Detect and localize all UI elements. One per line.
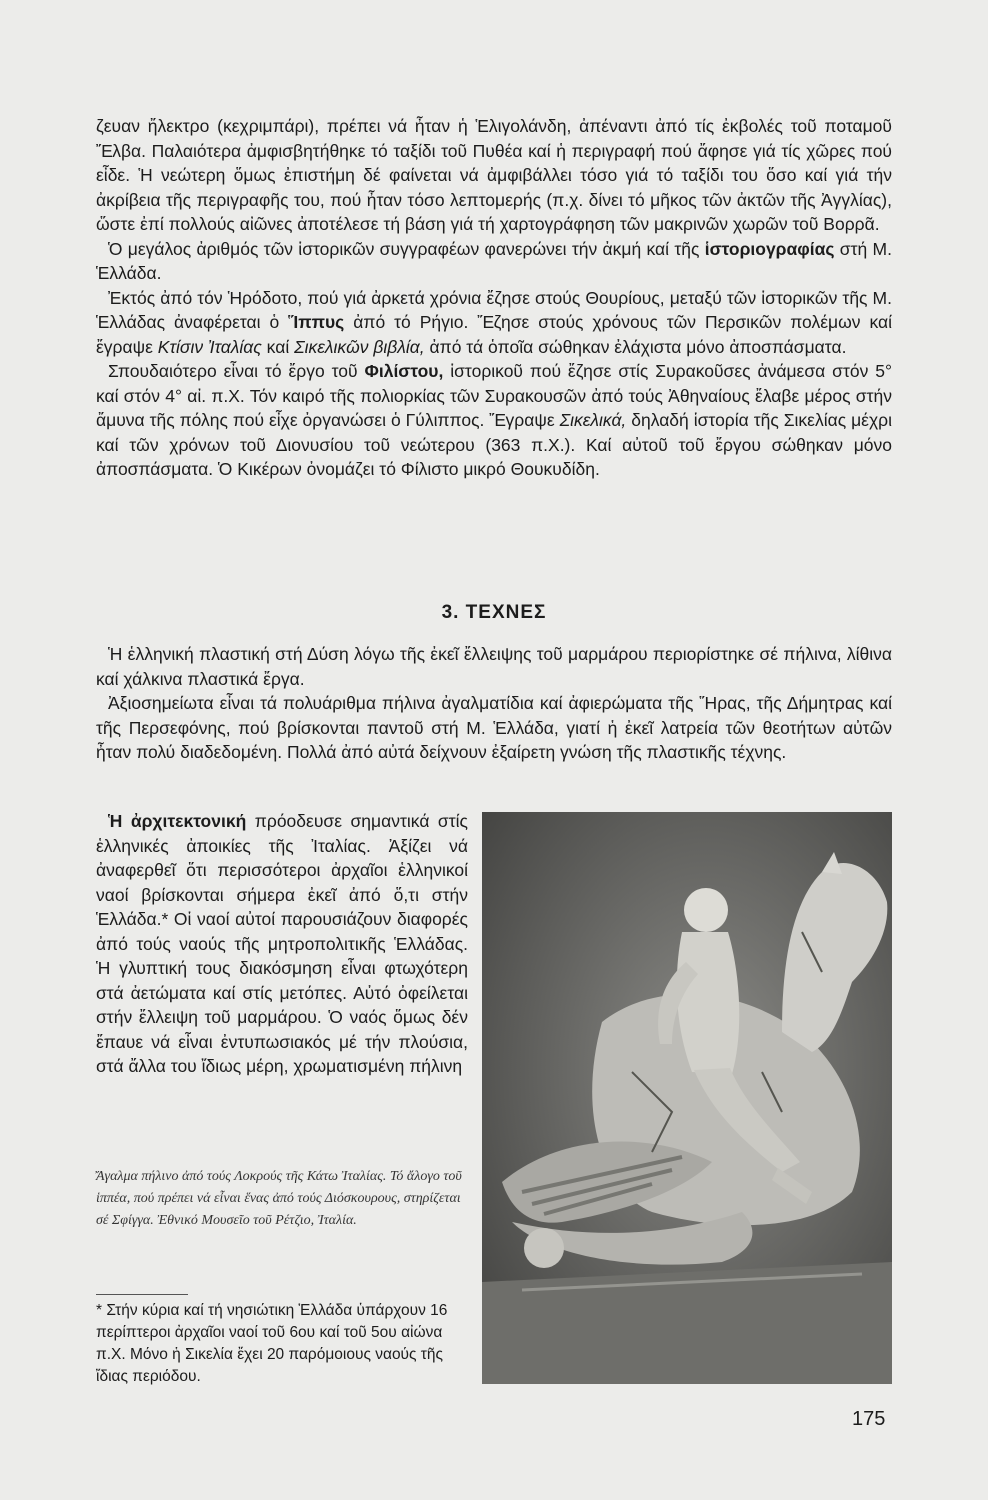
horseman-sphinx-image [482, 812, 892, 1384]
page-number: 175 [852, 1408, 886, 1430]
paragraph-philistos: Σπουδαιότερο εἶναι τό ἔργο τοῦ Φιλίστου, ἱστορικοῦ πού ἔζησε στίς Συρακοῦσες ἀνάμεσα στόν 5° καί στόν 4° αἰ. π.Χ. Τόν καιρό τῆς πολιορκίας τῶν Συρακουσῶν ἀπό τούς Ἀθηναίους ἔλαβε μέρος στήν ἄμυνα τῆς πόλης πού εἶχε ὀργανώσει ὁ Γύλιππος. Ἔγραψε Σικελικά, δηλαδή ἱστορία τῆς Σικελίας μέχρι καί τῶν χρόνων τοῦ Διονυσίου τοῦ νεώτερου (363 π.Χ.). Καί αὐτοῦ τοῦ ἔργου σώθηκαν μόνο ἀποσπάσματα. Ὁ Κικέρων ὀνομάζει τό Φίλιστο μικρό Θουκυδίδη. [96, 361, 892, 479]
paragraph-historiography: Ὁ μεγάλος ἀριθμός τῶν ἱστορικῶν συγγραφέων φανερώνει τήν ἀκμή καί τῆς ἱστοριογραφίας στή Μ. Ἑλλάδα. [96, 238, 892, 283]
term-hippys: Ἵππυς [288, 312, 345, 332]
figure-caption: Ἄγαλμα πήλινο ἀπό τούς Λοκρούς τῆς Κάτω Ἰταλίας. Τό ἄλογο τοῦ ἱππέα, πού πρέπει νά εἶναι ἕνας ἀπό τούς Διόσκουρους, στηρίζεται σέ Σφίγγα. Ἐθνικό Μουσεῖο τοῦ Ρέτζιο, Ἰταλία. [96, 1169, 462, 1228]
sculpture-photo [482, 812, 892, 1384]
section-heading: 3. ΤΕΧΝΕΣ [441, 602, 547, 623]
paragraph-pytheas: ζευαν ἤλεκτρο (κεχριμπάρι), πρέπει νά ἦταν ἡ Ἑλιγολάνδη, ἀπέναντι ἀπό τίς ἐκβολές τοῦ ποταμοῦ Ἔλβα. Παλαιότερα ἀμφισβητήθηκε τό ταξίδι τοῦ Πυθέα καί ἡ περιγραφή πού ἄφησε γιά τίς χῶρες πού εἶδε. Ἡ νεώτερη ὅμως ἐπιστήμη δέ φαίνεται νά ἀμφιβάλλει τόσο γιά τό ταξίδι του ὅσο καί γιά τήν ἀκρίβεια τῆς περιγραφῆς του, πού ἦταν τόσο λεπτομερής (π.χ. δίνει τό μῆκος τῶν ἀκτῶν τῆς Ἀγγλίας), ὥστε ἐπί πολλούς αἰῶνες ἀποτέλεσε τή βάση γιά τή χαρτογράφηση τῶν μακρινῶν χωρῶν τοῦ Βορρᾶ. [96, 116, 892, 234]
paragraph-sculpture: Ἡ ἑλληνική πλαστική στή Δύση λόγω τῆς ἐκεῖ ἔλλειψης τοῦ μαρμάρου περιορίστηκε σέ πήλινα, λίθινα καί χάλκινα πλαστικά ἔργα. [96, 644, 892, 689]
term-historiography: ἱστοριογραφίας [704, 238, 835, 259]
paragraph-hippys: Ἐκτός ἀπό τόν Ἡρόδοτο, πού γιά ἀρκετά χρόνια ἔζησε στούς Θουρίους, μεταξύ τῶν ἱστορικῶν τῆς Μ. Ἑλλάδας ἀναφέρεται ὁ Ἵππυς ἀπό τό Ρήγιο. Ἔζησε στούς χρόνους τῶν Περσικῶν πολέμων καί ἔγραψε Κτίσιν Ἰταλίας καί Σικελικῶν βιβλία, ἀπό τά ὁποῖα σώθηκαν ἐλάχιστα μόνο ἀποσπάσματα. [96, 287, 892, 357]
footnote: * Στήν κύρια καί τή νησιώτικη Ἑλλάδα ὑπάρχουν 16 περίπτεροι ἀρχαῖοι ναοί τοῦ 6ου καί τοῦ 5ου αἰώνα π.Χ. Μόνο ἡ Σικελία ἔχει 20 παρόμοιους ναούς τῆς ἴδιας περιόδου. [96, 1302, 448, 1385]
paragraph-architecture: Ἡ ἀρχιτεκτονική πρόοδευσε σημαντικά στίς ἑλληνικές ἀποικίες τῆς Ἰταλίας. Ἀξίζει νά ἀναφερθεῖ ὅτι περισσότεροι ἀρχαῖοι ἑλληνικοί ναοί βρίσκονται σήμερα ἐκεῖ ἀπό ὅ,τι στήν Ἑλλάδα.* Οἱ ναοί αὐτοί παρουσιάζουν διαφορές ἀπό τούς ναούς τῆς μητροπολιτικῆς Ἑλλάδας. Ἡ γλυπτική τους διακόσμηση εἶναι φτωχότερη στά ἀετώματα καί στίς μετόπες. Αὐτό ὀφείλεται στήν ἔλλειψη τοῦ μαρμάρου. Ὁ ναός ὅμως δέν ἔπαυε νά εἶναι ἐντυπωσιακός μέ τήν πλούσια, στά ἄλλα του ἴδιως μέρη, χρωματισμένη πήλινη [96, 811, 468, 1076]
architecture-column [96, 809, 468, 1079]
section-arts [96, 602, 892, 765]
top-text [96, 114, 892, 482]
footnote-rule [96, 1294, 188, 1295]
term-architecture: Ἡ ἀρχιτεκτονική [108, 811, 247, 831]
paragraph-figurines: Ἀξιοσημείωτα εἶναι τά πολυάριθμα πήλινα ἀγαλματίδια καί ἀφιερώματα τῆς Ἥρας, τῆς Δήμητρας καί τῆς Περσεφόνης, πού βρίσκονται παντοῦ στή Μ. Ἑλλάδα, γιατί ἡ ἐκεῖ λατρεία τῶν θεοτήτων αὐτῶν ἦταν πολύ διαδεδομένη. Πολλά ἀπό αὐτά δείχνουν ἐξαίρετη γνώση τῆς πλαστικῆς τέχνης. [96, 693, 892, 762]
term-philistos: Φιλίστου, [364, 361, 444, 381]
